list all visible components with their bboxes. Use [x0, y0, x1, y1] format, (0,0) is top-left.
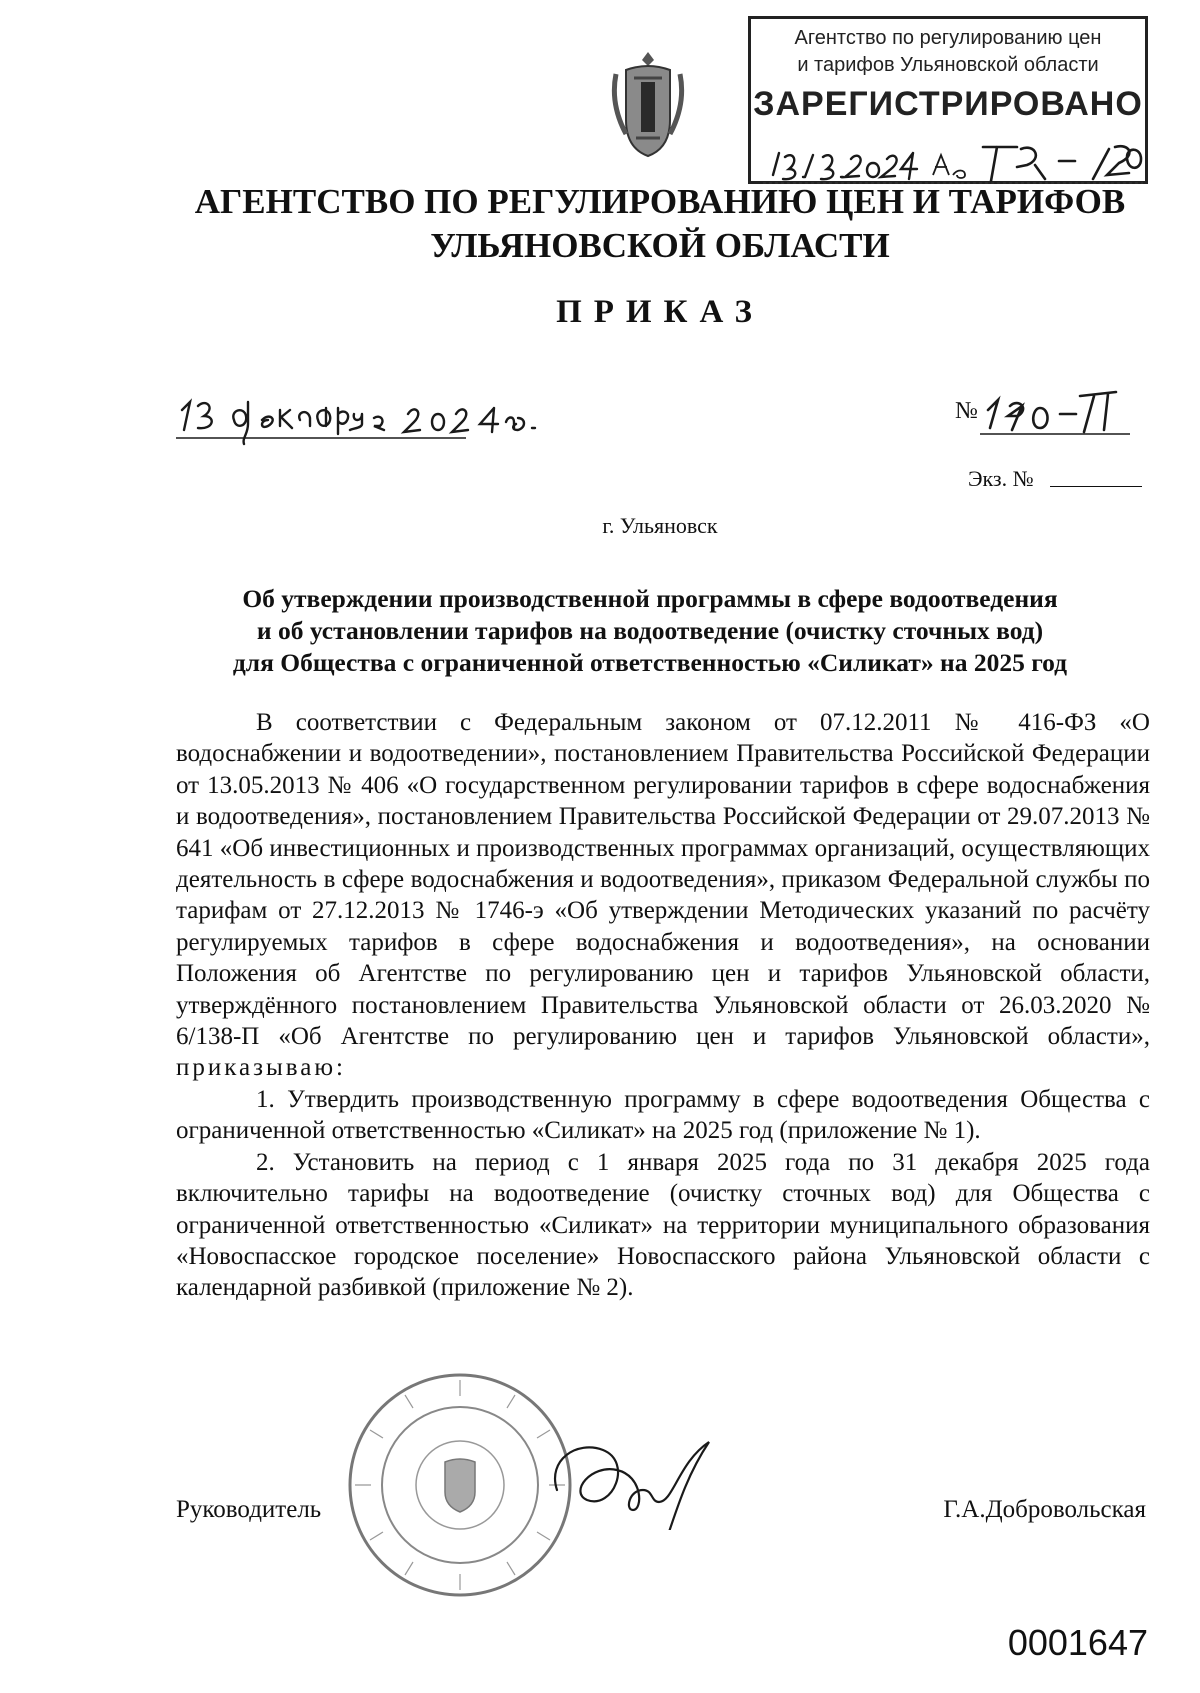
document-title — [150, 583, 1150, 679]
agency-header — [0, 180, 1200, 268]
item-2: 2. Установить на период с 1 января 2025 года по 31 декабря 2025 года включительно тарифы на водоотведение (очистку сточных вод) для Общества с ограниченной ответственностью «Силикат» на территории муниципального образования «Новоспасское городское поселение» Новоспасского района Ульяновской области с календарной разбивкой (приложение № 2). — [176, 1148, 1150, 1302]
agency-header-clip — [0, 0, 1200, 280]
copy-number-label: Экз. № — [968, 466, 1034, 491]
order-word: приказываю: — [176, 1054, 346, 1082]
order-title: ПРИКАЗ — [556, 294, 764, 330]
handwritten-order-date-icon — [176, 380, 556, 450]
item-1: 1. Утвердить производственную программу в сфере водоотведения Общества с ограниченной ответственностью «Силикат» на 2025 год (приложение № 1). — [176, 1085, 1150, 1145]
round-seal-icon — [345, 1370, 575, 1600]
signatory-title: Руководитель — [176, 1496, 322, 1523]
title-line2: и об установлении тарифов на водоотведение (очистку сточных вод) — [256, 616, 1044, 645]
agency-line1: АГЕНТСТВО ПО РЕГУЛИРОВАНИЮ ЦЕН И ТАРИФОВ — [194, 182, 1126, 221]
handwritten-signature-icon — [545, 1420, 735, 1530]
title-line1: Об утверждении производственной программы в сфере водоотведения — [242, 584, 1058, 613]
document-body — [176, 707, 1150, 1304]
stamp-status: ЗАРЕГИСТРИРОВАНО — [753, 85, 1143, 123]
title-line3: для Общества с ограниченной ответственностью «Силикат» на 2025 год — [232, 648, 1068, 677]
city: г. Ульяновск — [602, 513, 718, 538]
serial-number: 0001647 — [1007, 1622, 1148, 1663]
preamble-paragraph — [176, 707, 1150, 1084]
stamp-agency-line2: и тарифов Ульяновской области — [797, 54, 1099, 76]
order-number-label: № — [955, 398, 978, 424]
agency-line2: УЛЬЯНОВСКОЙ ОБЛАСТИ — [430, 226, 890, 265]
copy-number-blank — [1050, 486, 1142, 487]
signatory-name: Г.А.Добровольская — [943, 1496, 1146, 1523]
handwritten-order-number-icon — [980, 382, 1130, 442]
preamble-text: В соответствии с Федеральным законом от 07.12.2011 № 416-ФЗ «О водоснабжении и водоотведении», постановлением Правительства Российской Федерации от 13.05.2013 № 406 «О государственном регулировании тарифов в сфере водоснабжения и водоотведения», постановлением Правительства Российской Федерации от 29.07.2013 № 641 «Об инвестиционных и производственных программах организаций, осуществляющих деятельность в сфере водоснабжения и водоотведения», приказом Федеральной службы по тарифам от 27.12.2013 № 1746-э «Об утверждении Методических указаний по расчёту регулируемых тарифов в сфере водоснабжения и водоотведения», на основании Положения об Агентстве по регулированию цен и тарифов Ульяновской области, утверждённого постановлением Правительства Ульяновской области от 26.03.2020 № 6/138-П «Об Агентстве по регулированию цен и тарифов Ульяновской области», — [176, 709, 1150, 1051]
stamp-agency-line1: Агентство по регулированию цен — [794, 27, 1102, 49]
